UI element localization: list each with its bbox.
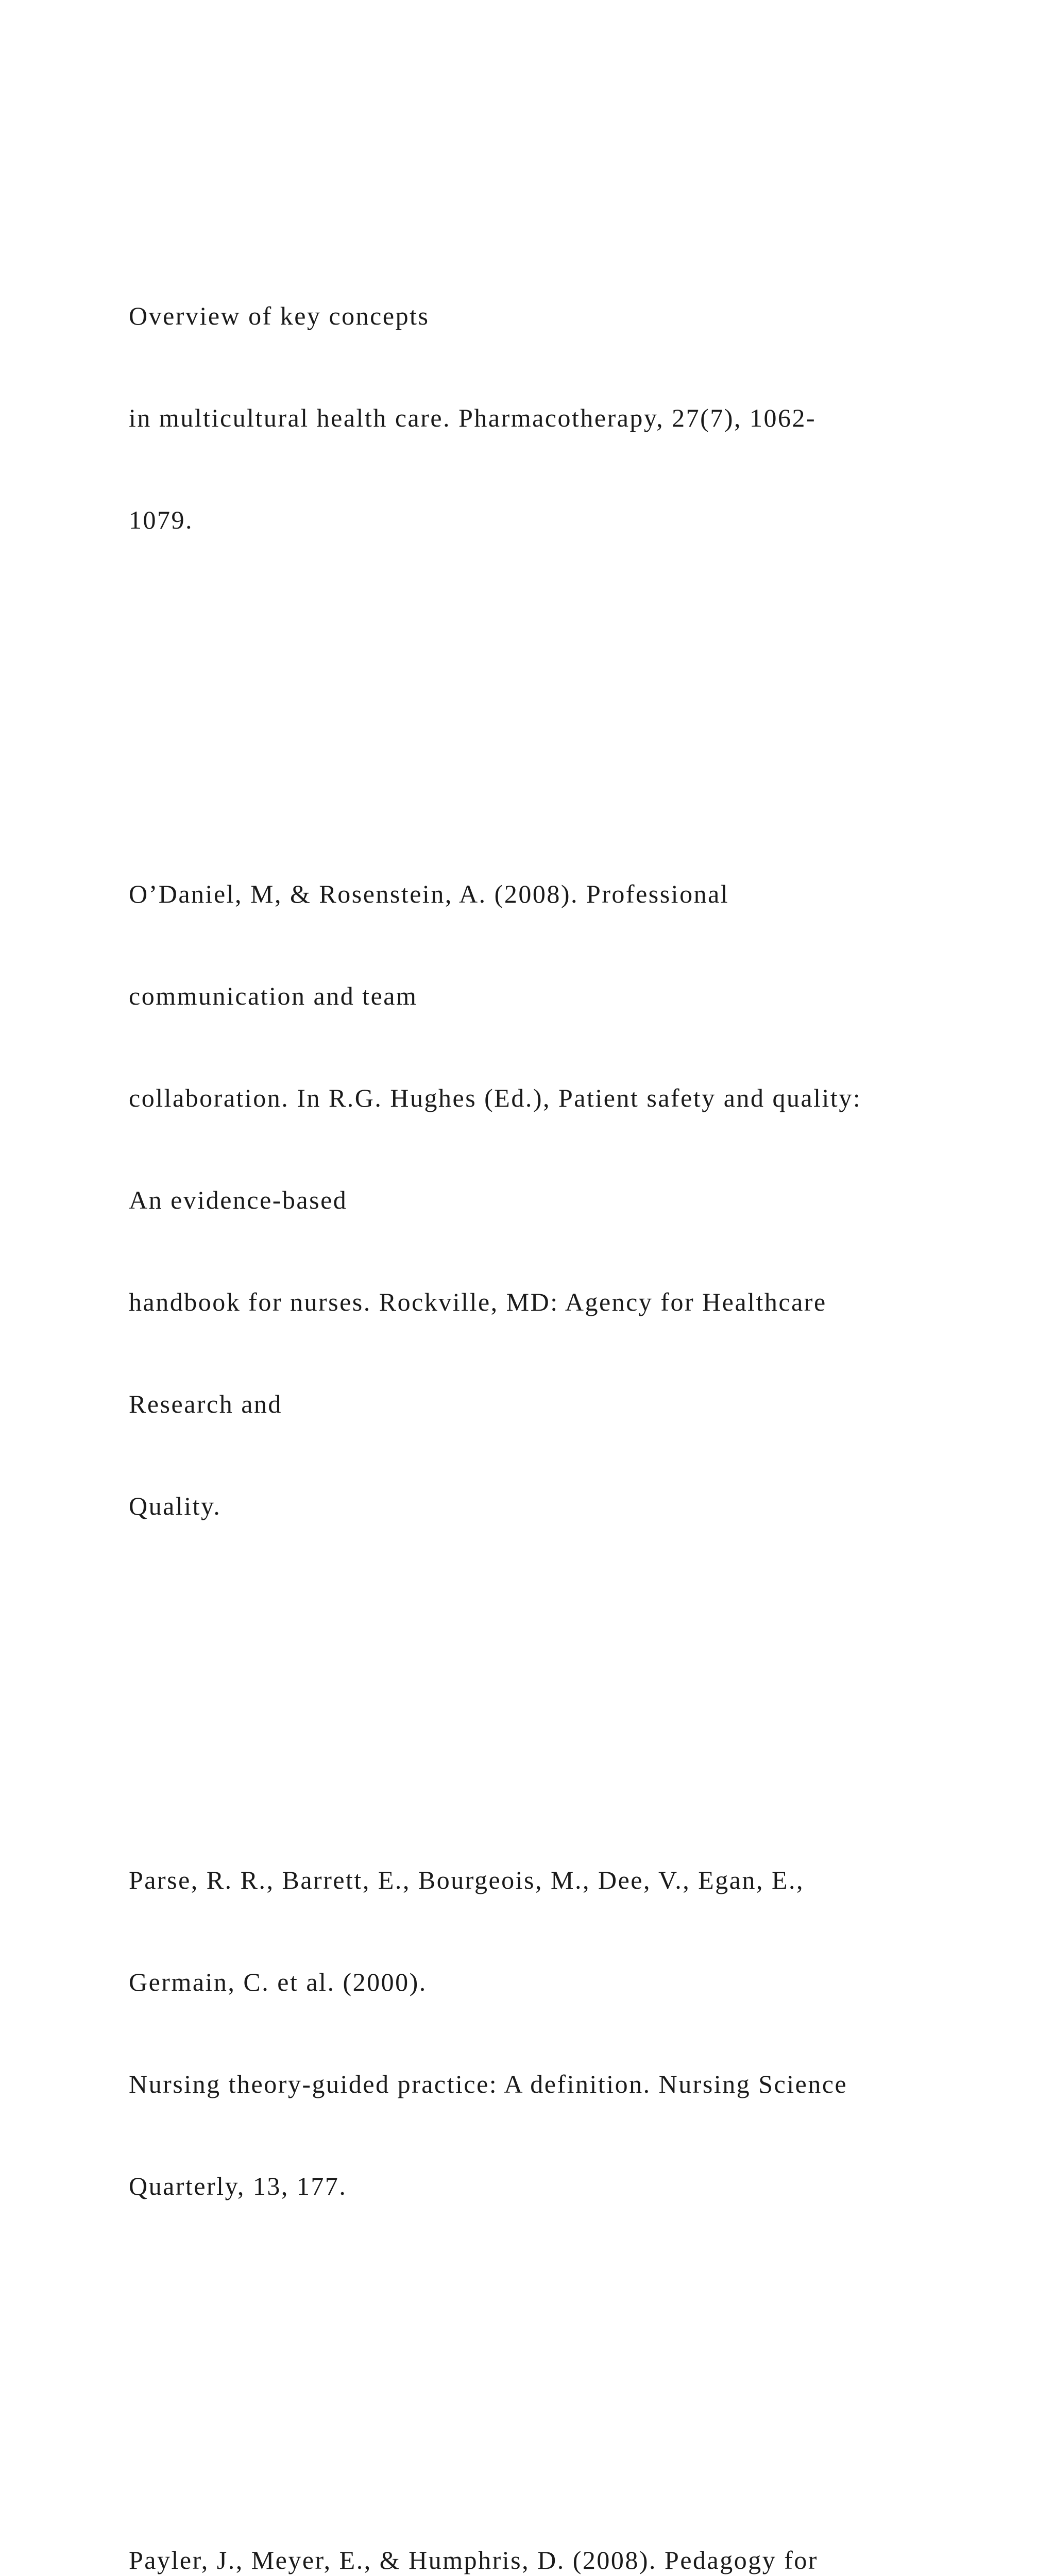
reference-line: Germain, C. et al. (2000). (129, 1968, 427, 1996)
reference-list (129, 129, 1005, 2576)
reference-line: handbook for nurses. Rockville, MD: Agency for Healthcare (129, 1287, 827, 1316)
reference-line: Parse, R. R., Barrett, E., Bourgeois, M., Dee, V., Egan, E., (129, 1866, 804, 1894)
reference-entry (129, 1795, 1005, 2271)
reference-entry (129, 809, 1005, 1591)
reference-line: Quarterly, 13, 177. (129, 2172, 347, 2200)
reference-line: O’Daniel, M, & Rosenstein, A. (2008). Professional (129, 879, 729, 908)
paragraph-gap (129, 1659, 1005, 1693)
reference-line: Payler, J., Meyer, E., & Humphris, D. (2008). Pedagogy for (129, 2546, 819, 2574)
reference-line: Quality. (129, 1492, 222, 1520)
reference-line: An evidence-based (129, 1185, 348, 1214)
paragraph-gap (129, 673, 1005, 707)
reference-entry (129, 231, 1005, 605)
paragraph-gap (129, 2339, 1005, 2373)
reference-line: 1079. (129, 505, 193, 534)
reference-line: in multicultural health care. Pharmacotherapy, 27(7), 1062- (129, 403, 816, 432)
reference-line: collaboration. In R.G. Hughes (Ed.), Patient safety and quality: (129, 1083, 862, 1112)
reference-line: Research and (129, 1389, 282, 1418)
reference-line: communication and team (129, 981, 418, 1010)
reference-line: Nursing theory-guided practice: A definition. Nursing Science (129, 2070, 848, 2098)
reference-line: Overview of key concepts (129, 301, 430, 330)
reference-entry (129, 2475, 1005, 2576)
